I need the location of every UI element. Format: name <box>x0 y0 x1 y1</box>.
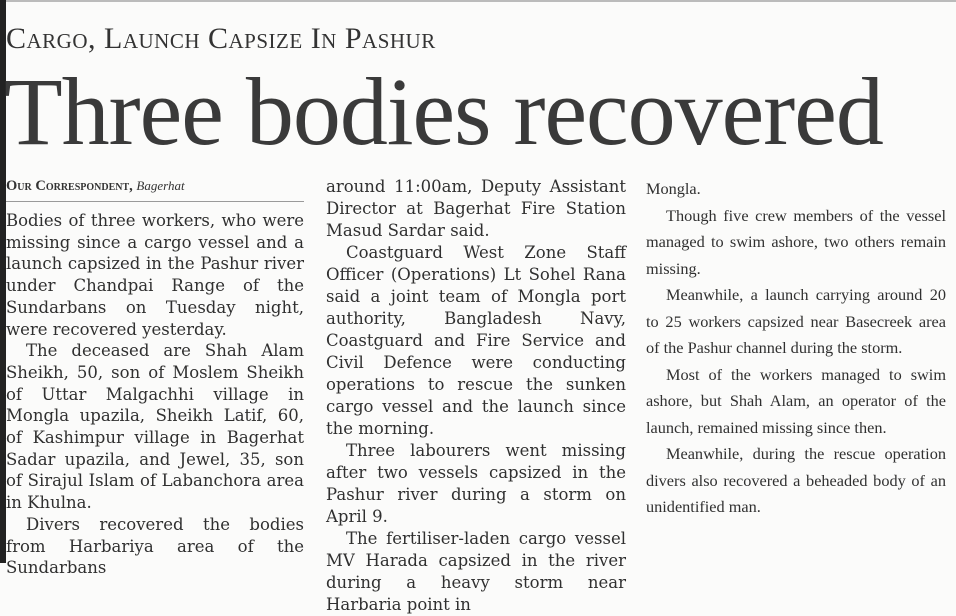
paragraph: Though five crew members of the vessel managed to swim ashore, two others remain missing. <box>646 205 946 278</box>
article-column-2 <box>326 176 626 614</box>
article-column-1 <box>6 176 304 578</box>
paragraph: The deceased are Shah Alam Sheikh, 50, son of Moslem Sheikh of Uttar Malgachhi village in Mongla upazila, Sheikh Latif, 60, of Kashimpur village in Bagerhat Sadar upazila, and Jewel, 35, son of Sirajul Islam of Labanchora area in Khulna. <box>6 341 304 513</box>
paragraph: Coastguard West Zone Staff Officer (Operations) Lt Sohel Rana said a joint team of Mongla port authority, Bangladesh Navy, Coastguard and Fire Service and Civil Defence were conducting operations to rescue the sunken cargo vessel and the launch since the morning. <box>326 243 626 438</box>
paragraph: Meanwhile, during the rescue operation divers also recovered a beheaded body of an unidentified man. <box>646 444 946 516</box>
paragraph: Bodies of three workers, who were missing since a cargo vessel and a launch capsized in the Pashur river under Chandpai Range of the Sundarbans on Tuesday night, were recovered yesterday. <box>6 211 304 339</box>
kicker-headline: Cargo, Launch Capsize In Pashur <box>6 22 436 55</box>
paragraph: Most of the workers managed to swim ashore, but Shah Alam, an operator of the launch, remained missing since then. <box>646 364 946 437</box>
paragraph: Mongla. <box>646 179 701 198</box>
top-rule <box>0 0 956 2</box>
paragraph: around 11:00am, Deputy Assistant Director at Bagerhat Fire Station Masud Sardar said. <box>326 177 626 240</box>
paragraph: The fertiliser-laden cargo vessel MV Harada capsized in the river during a heavy storm near Harbaria point in <box>326 529 626 614</box>
article-column-3 <box>646 176 946 563</box>
byline-place: Bagerhat <box>136 178 185 193</box>
paragraph: Divers recovered the bodies from Harbariya area of the Sundarbans <box>6 514 304 578</box>
byline-name: Our Correspondent, <box>6 178 133 194</box>
paragraph: Meanwhile, a launch carrying around 20 to 25 workers capsized near Basecreek area of the Pashur channel during the storm. <box>646 285 946 357</box>
main-headline: Three bodies recovered <box>4 58 883 165</box>
byline <box>6 176 304 202</box>
paragraph: Three labourers went missing after two vessels capsized in the Pashur river during a storm on April 9. <box>326 441 626 526</box>
